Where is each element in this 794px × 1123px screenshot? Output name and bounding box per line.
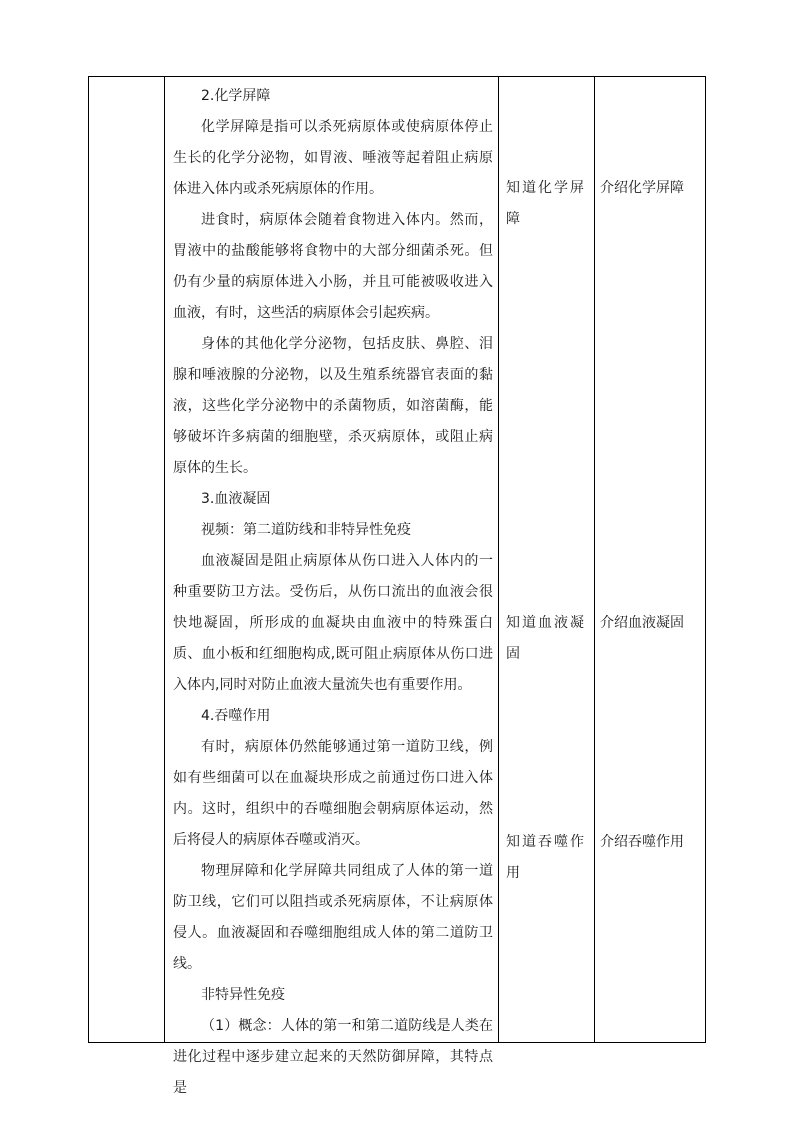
- content-heading: 视频：第二道防线和非特异性免疫: [201, 522, 411, 538]
- column-divider-1: [164, 77, 165, 1042]
- student-activity: 知道吞噬作用: [506, 834, 586, 881]
- content-heading: 非特异性免疫: [201, 987, 285, 1003]
- content-heading: 4.吞噬作用: [201, 708, 271, 724]
- design-intent: 介绍吞噬作用: [600, 834, 684, 850]
- content-paragraph: 化学屏障是指可以杀死病原体或使病原体停止生长的化学分泌物，如胃液、唾液等起着阻止病原体进入体内或杀死病原体的作用。: [173, 119, 493, 197]
- design-intent: 介绍血液凝固: [600, 615, 684, 631]
- content-paragraph: （1）概念：人体的第一和第二道防线是人类在进化过程中逐步建立起来的天然防御屏障，其特点是: [173, 1018, 493, 1096]
- content-heading: 3.血液凝固: [201, 491, 271, 507]
- design-intent: 介绍化学屏障: [600, 180, 684, 196]
- student-activity: 知道血液凝固: [506, 615, 586, 662]
- content-paragraph: 身体的其他化学分泌物，包括皮肤、鼻腔、泪腺和唾液腺的分泌物，以及生殖系统器官表面的黏液，这些化学分泌物中的杀菌物质，如溶菌酶，能够破坏许多病菌的细胞壁，杀灭病原体，或阻止病原体的生长。: [173, 336, 493, 476]
- teaching-content-column: [173, 81, 493, 1104]
- content-paragraph: 有时，病原体仍然能够通过第一道防卫线，例如有些细菌可以在血凝块形成之前通过伤口进入体内。这时，组织中的吞噬细胞会朝病原体运动，然后将侵人的病原体吞噬或消灭。: [173, 739, 493, 848]
- content-paragraph: 进食时，病原体会随着食物进入体内。然而，胃液中的盐酸能够将食物中的大部分细菌杀死。但仍有少量的病原体进入小肠，并且可能被吸收进入血液，有时，这些活的病原体会引起疾病。: [173, 212, 493, 321]
- column-divider-3: [594, 77, 595, 1042]
- content-paragraph: 物理屏障和化学屏障共同组成了人体的第一道防卫线，它们可以阻挡或杀死病原体，不让病原体侵人。血液凝固和吞噬细胞组成人体的第二道防卫线。: [173, 863, 493, 972]
- lesson-table: [88, 76, 706, 1096]
- content-paragraph: 血液凝固是阻止病原体从伤口进入人体内的一种重要防卫方法。受伤后，从伤口流出的血液会很快地凝固，所形成的血凝块由血液中的特殊蛋白质、血小板和红细胞构成,既可阻止病原体从伤口进入体内,同时对防止血液大量流失也有重要作用。: [173, 553, 493, 693]
- content-heading: 2.化学屏障: [201, 88, 271, 104]
- student-activity: 知道化学屏障: [506, 180, 586, 227]
- column-divider-2: [498, 77, 499, 1042]
